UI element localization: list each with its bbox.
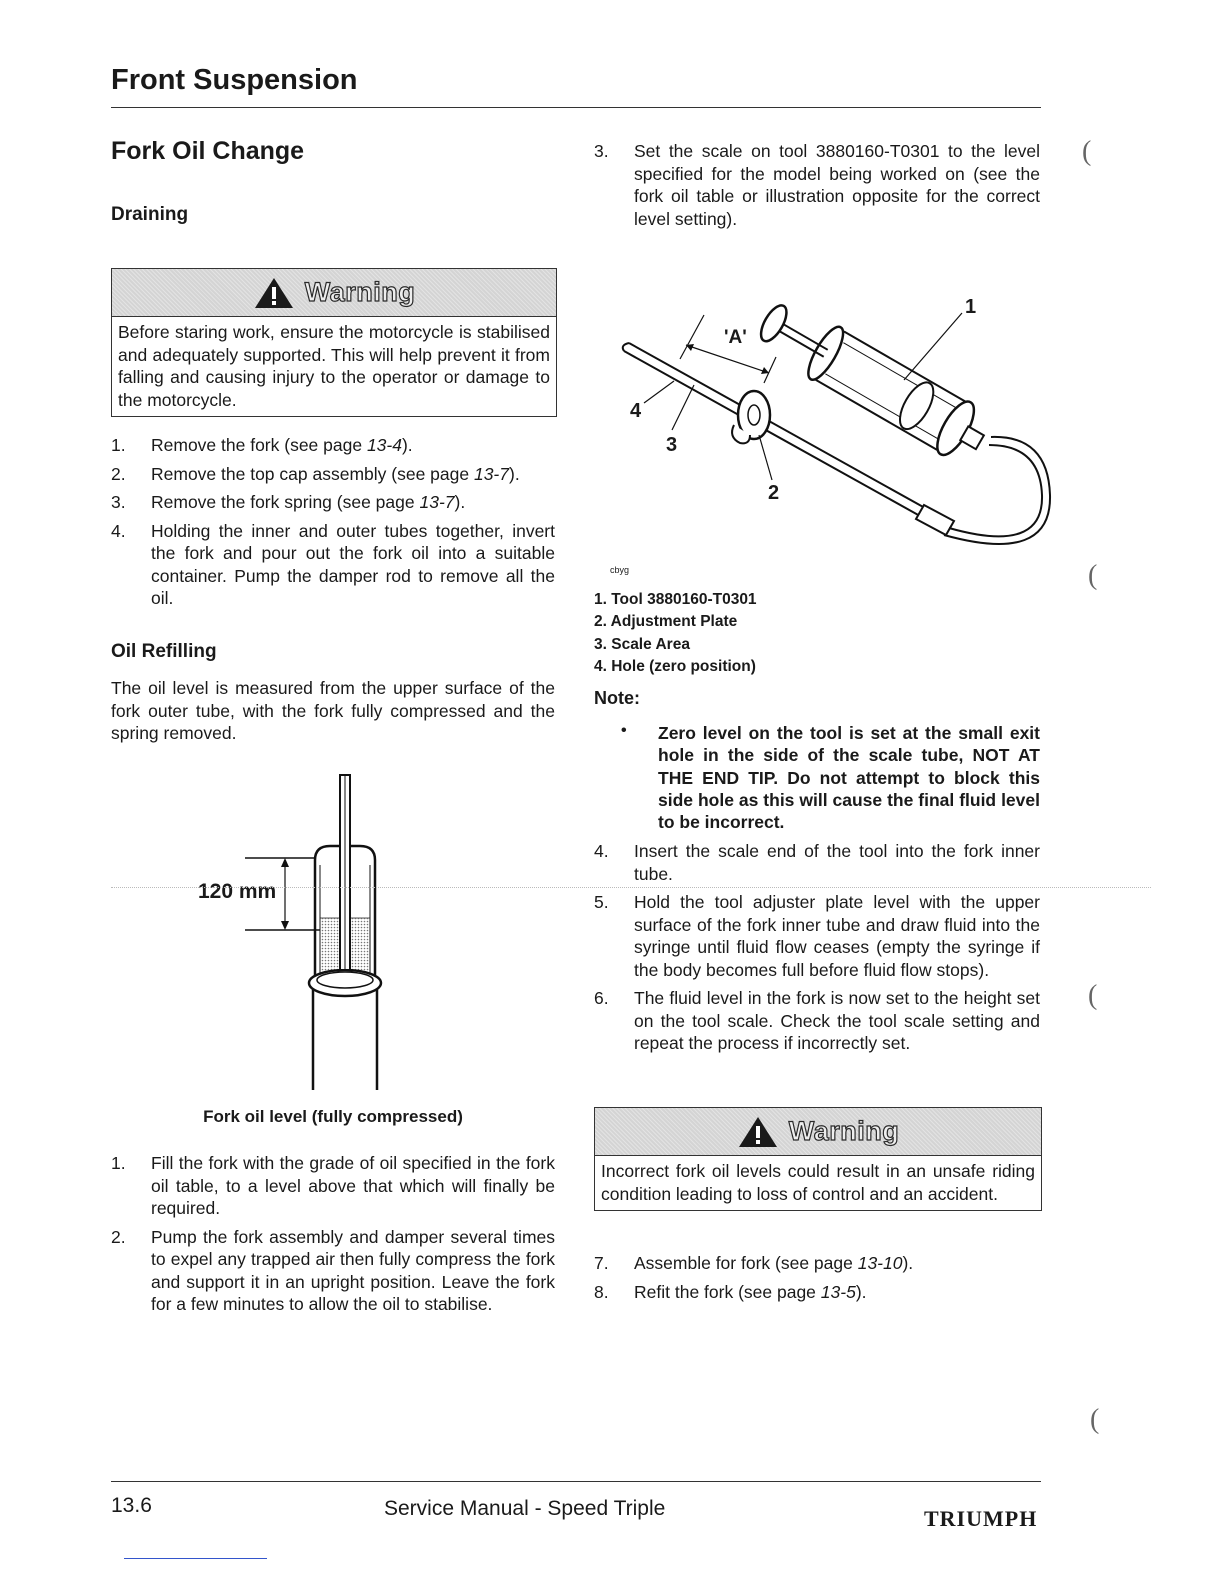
warning-title: Warning [304, 277, 416, 307]
page-title: Fork Oil Change [111, 137, 305, 165]
legend-item: 1. Tool 3880160-T0301 [594, 591, 757, 608]
callout-1: 1 [965, 296, 977, 318]
callout-2: 2 [768, 482, 780, 504]
binder-mark: ( [1082, 136, 1092, 167]
binder-mark: ( [1088, 980, 1098, 1011]
triumph-logo: TRIUMPH [924, 1506, 1038, 1531]
list-item: 3. Remove the fork spring (see page 13-7). [111, 492, 466, 512]
fork-oil-level-diagram [180, 770, 440, 1095]
list-item: 1. Remove the fork (see page 13-4). [111, 435, 413, 455]
warning-box-2 [594, 1107, 1042, 1211]
callout-3: 3 [666, 434, 678, 456]
warning-header [595, 1108, 1041, 1156]
list-item: 7. Assemble for fork (see page 13-10). [594, 1253, 914, 1273]
warning-title: Warning [788, 1116, 900, 1146]
draining-steps [111, 434, 555, 616]
list-item: 5. Hold the tool adjuster plate level with the upper surface of the fork inner tube and draw fluid into the syringe until fluid flow ceases (empty the syringe if the body becomes full before fluid flow stops). [594, 892, 1040, 980]
warning-box-1 [111, 268, 557, 417]
scan-fold-line [111, 887, 1151, 888]
list-item: 1. Fill the fork with the grade of oil specified in the fork oil table, to a level above that which will finally be required. [111, 1153, 555, 1218]
page-number: 13.6 [111, 1494, 152, 1517]
bullet-icon: • [621, 722, 627, 739]
tool-steps [594, 840, 1040, 1061]
draining-heading: Draining [111, 204, 189, 225]
header-rule [111, 107, 1041, 108]
footer-rule [111, 1481, 1041, 1482]
dimension-label: 120 mm [198, 880, 277, 903]
list-item: 4. Insert the scale end of the tool into the fork inner tube. [594, 841, 1040, 884]
warning-header [112, 269, 556, 317]
manual-title: Service Manual - Speed Triple [384, 1497, 666, 1520]
oil-level-tool-diagram [594, 285, 1054, 585]
refilling-heading: Oil Refilling [111, 641, 217, 662]
binder-mark: ( [1088, 560, 1098, 591]
note-label: Note: [594, 688, 640, 708]
dimension-a-label: 'A' [724, 327, 747, 348]
refilling-intro: The oil level is measured from the upper surface of the fork outer tube, with the fork fully compressed and the spring removed. [111, 678, 555, 743]
binder-mark: ( [1090, 1404, 1100, 1435]
legend-item: 2. Adjustment Plate [594, 613, 738, 631]
figure-caption: Fork oil level (fully compressed) [203, 1107, 463, 1126]
warning-triangle-icon [253, 276, 295, 310]
list-item: 8. Refit the fork (see page 13-5). [594, 1281, 867, 1302]
legend-item: 3. Scale Area [594, 635, 690, 653]
refilling-steps [111, 1152, 555, 1322]
list-item: 6. The fluid level in the fork is now set to the height set on the tool scale. Check the tool scale setting and repeat the process if incorrectly set. [594, 988, 1040, 1053]
figure-legend [594, 589, 1040, 678]
warning-text: Before staring work, ensure the motorcycle is stabilised and adequately supported. This will help prevent it from falling and causing injury to the operator or damage to the motorcycle. [118, 322, 550, 410]
list-item: 4. Holding the inner and outer tubes together, invert the fork and pour out the fork oil into a suitable container. Pump the damper rod to remove all the oil. [111, 520, 555, 608]
footer-link-line [124, 1558, 267, 1559]
section-title: Front Suspension [111, 64, 358, 96]
figure-code: cbyg [610, 565, 630, 575]
callout-4: 4 [630, 400, 642, 422]
warning-triangle-icon [737, 1115, 779, 1149]
final-steps [594, 1252, 1040, 1309]
list-item: 2. Pump the fork assembly and damper several times to expel any trapped air then fully compress the fork and support it in an upright position. Leave the fork for a few minutes to allow the oil to stabilise. [111, 1226, 555, 1314]
list-item: 2. Remove the top cap assembly (see page 13-7). [111, 463, 520, 484]
tool-step-3 [594, 140, 1040, 236]
warning-text: Incorrect fork oil levels could result in an unsafe riding condition leading to loss of control and an accident. [601, 1161, 1035, 1204]
legend-item: 4. Hole (zero position) [594, 657, 756, 675]
list-item: 3. Set the scale on tool 3880160-T0301 to the level specified for the model being worked on (see the fork oil table or illustration opposite for the correct level setting). [594, 141, 1040, 229]
note-text: Zero level on the tool is set at the small exit hole in the side of the scale tube, NOT AT THE END TIP. Do not attempt to block this side hole as this will cause the final fluid level to be incorrect. [658, 723, 1040, 833]
